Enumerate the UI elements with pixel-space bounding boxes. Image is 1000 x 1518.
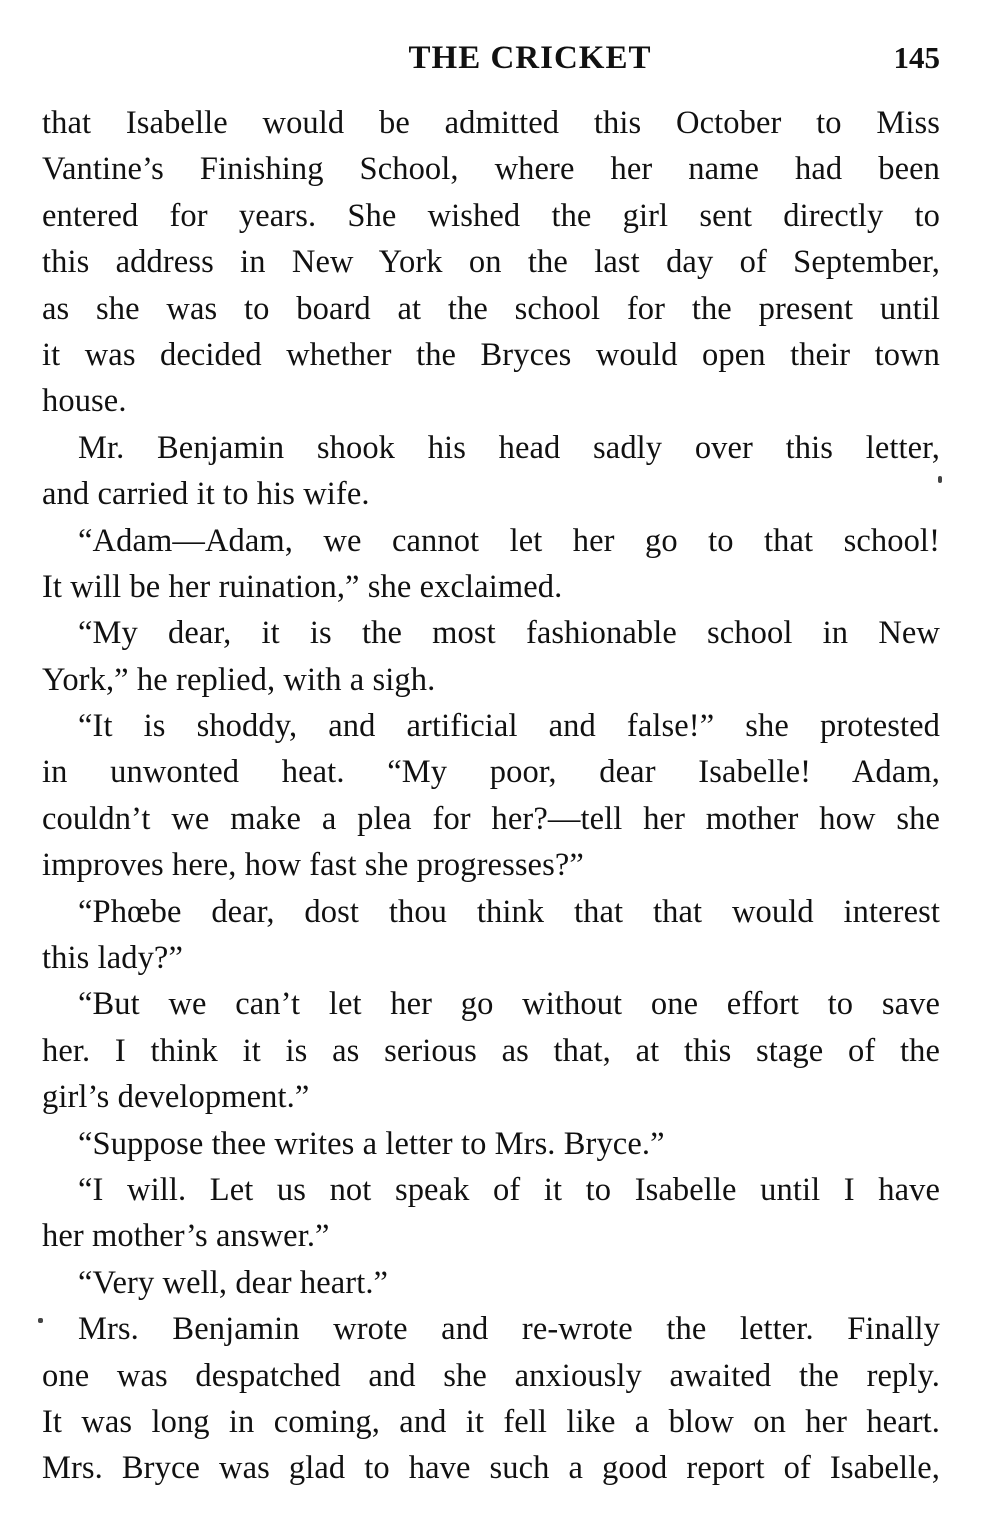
- running-head: [40, 40, 940, 84]
- text-line: and carried it to his wife.: [42, 476, 370, 513]
- text-line: It will be her ruination,” she exclaimed.: [42, 568, 563, 605]
- text-line: Vantine’s Finishing School, where her name had been: [42, 151, 940, 188]
- text-line: couldn’t we make a plea for her?—tell her mother how she: [42, 800, 940, 837]
- text-line: that Isabelle would be admitted this October to Miss: [42, 105, 940, 141]
- text-line: “Very well, dear heart.”: [78, 1264, 389, 1301]
- text-line: her. I think it is as serious as that, at this stage of the: [42, 1032, 940, 1069]
- text-line: “I will. Let us not speak of it to Isabelle until I have: [78, 1171, 940, 1208]
- text-line: improves here, how fast she progresses?”: [42, 847, 584, 884]
- text-line: “It is shoddy, and artificial and false!” she protested: [78, 708, 940, 745]
- text-line: It was long in coming, and it fell like a blow on her heart.: [42, 1403, 940, 1440]
- text-line: “Suppose thee writes a letter to Mrs. Bryce.”: [78, 1125, 665, 1162]
- page-number: 145: [893, 40, 940, 75]
- text-line: girl’s development.”: [42, 1079, 310, 1116]
- text-line: one was despatched and she anxiously awaited the reply.: [42, 1357, 940, 1394]
- print-speck: [38, 1318, 43, 1323]
- text-line: York,” he replied, with a sigh.: [42, 661, 436, 698]
- text-line: house.: [42, 383, 127, 420]
- text-line: “Phœbe dear, dost thou think that that would interest: [78, 893, 940, 930]
- text-line: in unwonted heat. “My poor, dear Isabelle! Adam,: [42, 754, 940, 791]
- text-line: Mrs. Bryce was glad to have such a good report of Isabelle,: [42, 1450, 940, 1487]
- text-line: “My dear, it is the most fashionable school in New: [78, 615, 940, 652]
- text-line: Mrs. Benjamin wrote and re-wrote the letter. Finally: [78, 1311, 940, 1348]
- running-title: THE CRICKET: [408, 40, 652, 76]
- body-text: [42, 100, 940, 1492]
- text-line: entered for years. She wished the girl sent directly to: [42, 197, 940, 234]
- print-speck: [938, 476, 942, 483]
- text-line: Mr. Benjamin shook his head sadly over this letter,: [78, 429, 940, 466]
- text-line: it was decided whether the Bryces would open their town: [42, 336, 940, 373]
- text-line: “But we can’t let her go without one effort to save: [78, 986, 940, 1023]
- text-line: as she was to board at the school for the present until: [42, 290, 940, 327]
- text-line: her mother’s answer.”: [42, 1218, 330, 1255]
- text-line: this lady?”: [42, 940, 183, 977]
- text-line: “Adam—Adam, we cannot let her go to that school!: [78, 522, 940, 559]
- text-line: this address in New York on the last day of September,: [42, 244, 940, 281]
